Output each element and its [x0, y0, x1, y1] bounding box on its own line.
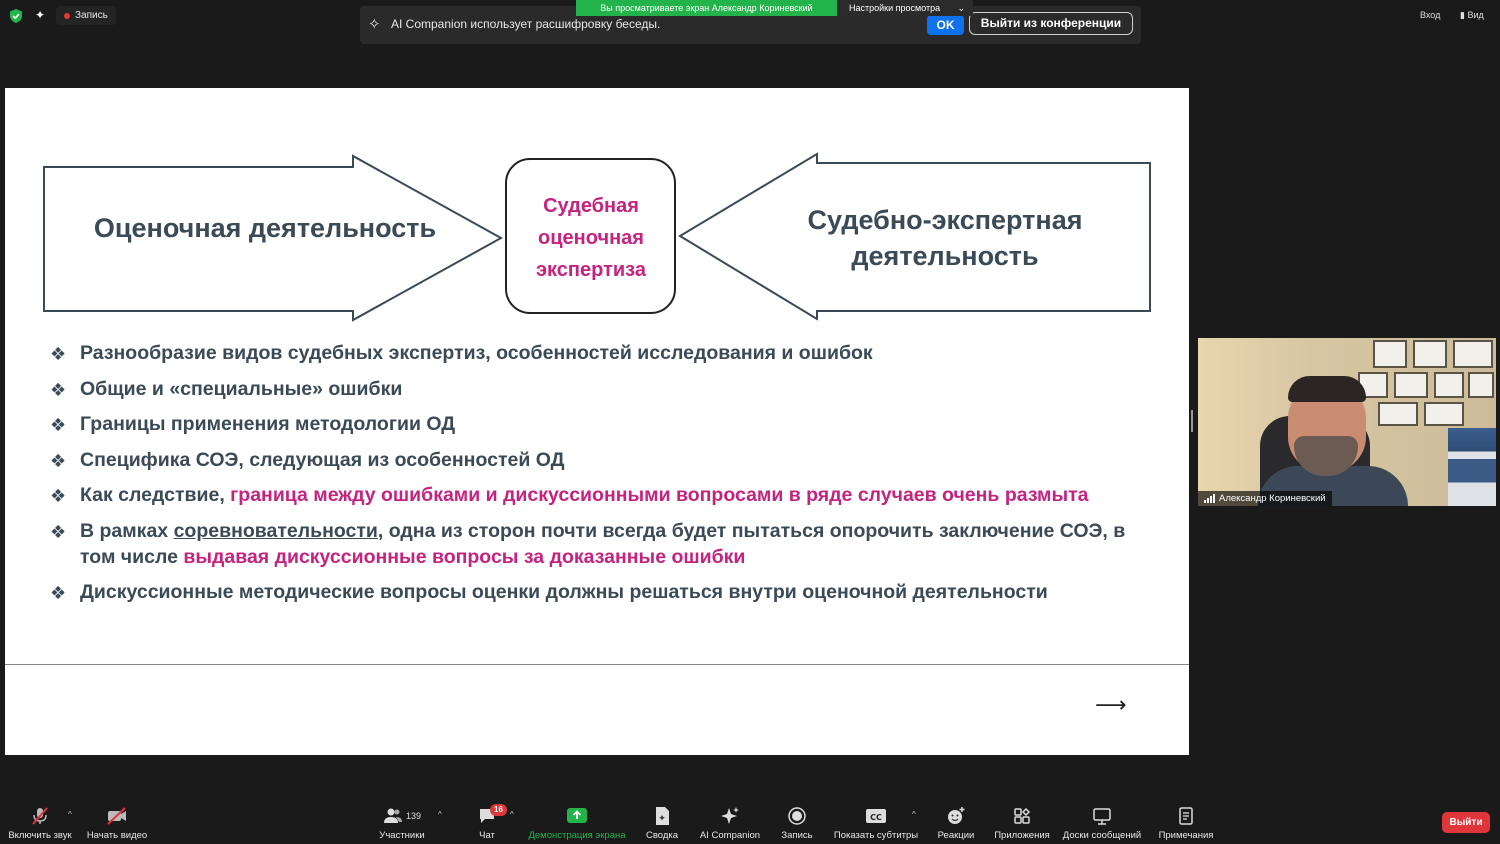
participant-name: Александр Кориневский: [1219, 493, 1326, 504]
viewing-share-banner: Вы просматриваете экран Александр Кориневский: [576, 0, 837, 16]
summary-icon: [644, 806, 680, 826]
toolbar-label: Участники: [379, 830, 425, 841]
bullet-item: [50, 579, 1140, 605]
bullet-item: [50, 518, 1140, 570]
right-arrow-line: деятельность: [851, 241, 1039, 271]
diamond-bullet-icon: ❖: [50, 521, 67, 542]
ai-companion-icon: [698, 806, 762, 826]
center-box-line: Судебная: [543, 195, 639, 217]
diamond-bullet-icon: ❖: [50, 344, 67, 364]
top-bar: [0, 0, 1500, 32]
login-button[interactable]: Вход: [1420, 10, 1441, 20]
bullet-item: [50, 411, 1140, 437]
certificate-frame: [1434, 372, 1464, 398]
bullet-item: [50, 376, 1140, 402]
bullet-text: Границы применения методологии ОД: [80, 413, 456, 435]
certificate-frame: [1468, 372, 1494, 398]
toolbar-label: Включить звук: [8, 830, 72, 841]
person-hair: [1288, 376, 1366, 402]
bullet-text: Специфика СОЭ, следующая из особенностей ОД: [80, 448, 565, 471]
participants-button[interactable]: [374, 806, 442, 842]
recording-label: Запись: [75, 10, 108, 21]
toolbar-label: AI Companion: [699, 830, 761, 841]
chevron-up-icon[interactable]: ^: [510, 810, 514, 819]
reactions-button[interactable]: [934, 806, 978, 842]
toolbar-label: Сводка: [645, 830, 679, 841]
bullet-text: , одна из сторон почти всегда будет пытаться опорочить заключение СОЭ, в том числе: [80, 519, 1126, 568]
unmute-button[interactable]: [6, 806, 74, 842]
bookshelf: [1448, 428, 1496, 506]
toolbar-label: Демонстрация экрана: [528, 830, 626, 841]
participant-video[interactable]: [1198, 338, 1496, 506]
start-video-button[interactable]: [84, 806, 150, 842]
svg-text:✦: ✦: [658, 814, 666, 824]
bullet-item: [50, 482, 1140, 508]
diamond-bullet-icon: ❖: [50, 583, 67, 603]
bullet-highlight: выдавая дискуссионные вопросы за доказанные ошибки: [183, 545, 746, 568]
view-settings-label: Настройки просмотра: [849, 3, 941, 13]
meeting-toolbar: [0, 800, 1500, 844]
view-settings-dropdown[interactable]: [837, 0, 973, 16]
center-box-line: экспертиза: [536, 259, 646, 281]
ok-button[interactable]: OK: [927, 15, 964, 35]
view-layout-icon: ▮: [1460, 10, 1465, 20]
leave-meeting-button[interactable]: Выйти: [1442, 812, 1490, 833]
chat-unread-badge: 16: [490, 804, 507, 816]
ai-companion-button[interactable]: [698, 806, 762, 842]
next-arrow-icon: ⟶: [1095, 692, 1127, 717]
diamond-bullet-icon: ❖: [50, 486, 67, 506]
toolbar-label: Запись: [781, 830, 813, 841]
view-label: Вид: [1467, 10, 1484, 20]
diamond-bullet-icon: ❖: [50, 450, 67, 471]
toolbar-label: Начать видео: [86, 830, 148, 841]
diamond-bullet-icon: ❖: [50, 379, 67, 400]
center-box-line: оценочная: [538, 227, 644, 249]
bullet-item: [50, 447, 1140, 473]
notes-button[interactable]: [1156, 806, 1216, 842]
toolbar-label: Показать субтитры: [833, 830, 919, 841]
share-screen-icon: [526, 806, 628, 826]
certificate-frame: [1413, 340, 1447, 368]
sparkle-icon[interactable]: ✦: [34, 8, 46, 22]
ai-sparkle-icon: ✧: [368, 16, 381, 33]
certificate-frame: [1453, 340, 1493, 368]
video-off-icon: [84, 806, 150, 826]
slide-divider: [5, 664, 1189, 665]
bullet-text: Общие и «специальные» ошибки: [80, 377, 403, 400]
chevron-up-icon[interactable]: ^: [912, 810, 916, 819]
toolbar-label: Приложения: [994, 830, 1050, 841]
apps-button[interactable]: [992, 806, 1052, 842]
bullet-underlined: соревновательности: [173, 519, 378, 542]
captions-icon: [832, 806, 920, 826]
bullet-text: Дискуссионные методические вопросы оценки должны решаться внутри оценочной деятельности: [80, 581, 1048, 603]
record-icon: [778, 806, 816, 826]
chat-button[interactable]: [470, 805, 514, 842]
center-box-label: [507, 190, 675, 286]
record-button[interactable]: [778, 806, 816, 842]
whiteboards-button[interactable]: [1060, 806, 1144, 842]
chevron-down-icon: ⌄: [957, 3, 965, 13]
share-screen-button[interactable]: [526, 806, 628, 842]
right-arrow-label: [745, 202, 1145, 274]
toolbar-label: Примечания: [1158, 830, 1214, 841]
bullet-text: Разнообразие видов судебных экспертиз, особенностей исследования и ошибок: [80, 342, 873, 364]
record-dot-icon: [64, 13, 70, 19]
bullet-item: [50, 340, 1140, 366]
shared-slide: [5, 88, 1189, 755]
signal-strength-icon: [1204, 494, 1215, 503]
certificate-frame: [1378, 402, 1418, 426]
chevron-up-icon[interactable]: ^: [68, 810, 72, 819]
right-arrow-line: Судебно-экспертная: [807, 205, 1083, 235]
bullet-text: В рамках: [80, 519, 174, 542]
svg-text:CC: CC: [870, 813, 882, 822]
certificate-frame: [1373, 340, 1407, 368]
leave-conference-button[interactable]: Выйти из конференции: [969, 12, 1133, 35]
ai-notice-text: AI Companion использует расшифровку беседы.: [391, 17, 661, 31]
certificate-frame: [1424, 402, 1464, 426]
panel-resize-handle[interactable]: [1191, 410, 1193, 432]
left-arrow-label: Оценочная деятельность: [93, 213, 437, 243]
bullet-list: [50, 340, 1140, 615]
participant-name-tag: [1198, 491, 1332, 506]
participant-count: 139: [405, 811, 422, 821]
certificate-frame: [1394, 372, 1428, 398]
microphone-muted-icon: [6, 806, 74, 826]
bullet-text: Как следствие,: [80, 484, 231, 506]
captions-button[interactable]: [832, 806, 920, 842]
apps-icon: [992, 806, 1052, 826]
toolbar-label: Доски сообщений: [1062, 830, 1142, 841]
view-button[interactable]: [1460, 10, 1484, 21]
whiteboards-icon: [1060, 806, 1144, 826]
notes-icon: [1156, 806, 1216, 826]
summary-button[interactable]: [644, 806, 680, 842]
bullet-highlight: граница между ошибками и дискуссионными вопросами в ряде случаев очень размыта: [230, 484, 1089, 506]
shield-check-icon[interactable]: [8, 8, 24, 24]
toolbar-label: Реакции: [937, 830, 975, 841]
participants-icon: [374, 806, 430, 826]
diamond-bullet-icon: ❖: [50, 415, 67, 435]
chevron-up-icon[interactable]: ^: [438, 810, 442, 819]
reactions-icon: [934, 806, 978, 826]
toolbar-label: Чат: [479, 830, 495, 841]
recording-indicator[interactable]: [56, 6, 116, 25]
